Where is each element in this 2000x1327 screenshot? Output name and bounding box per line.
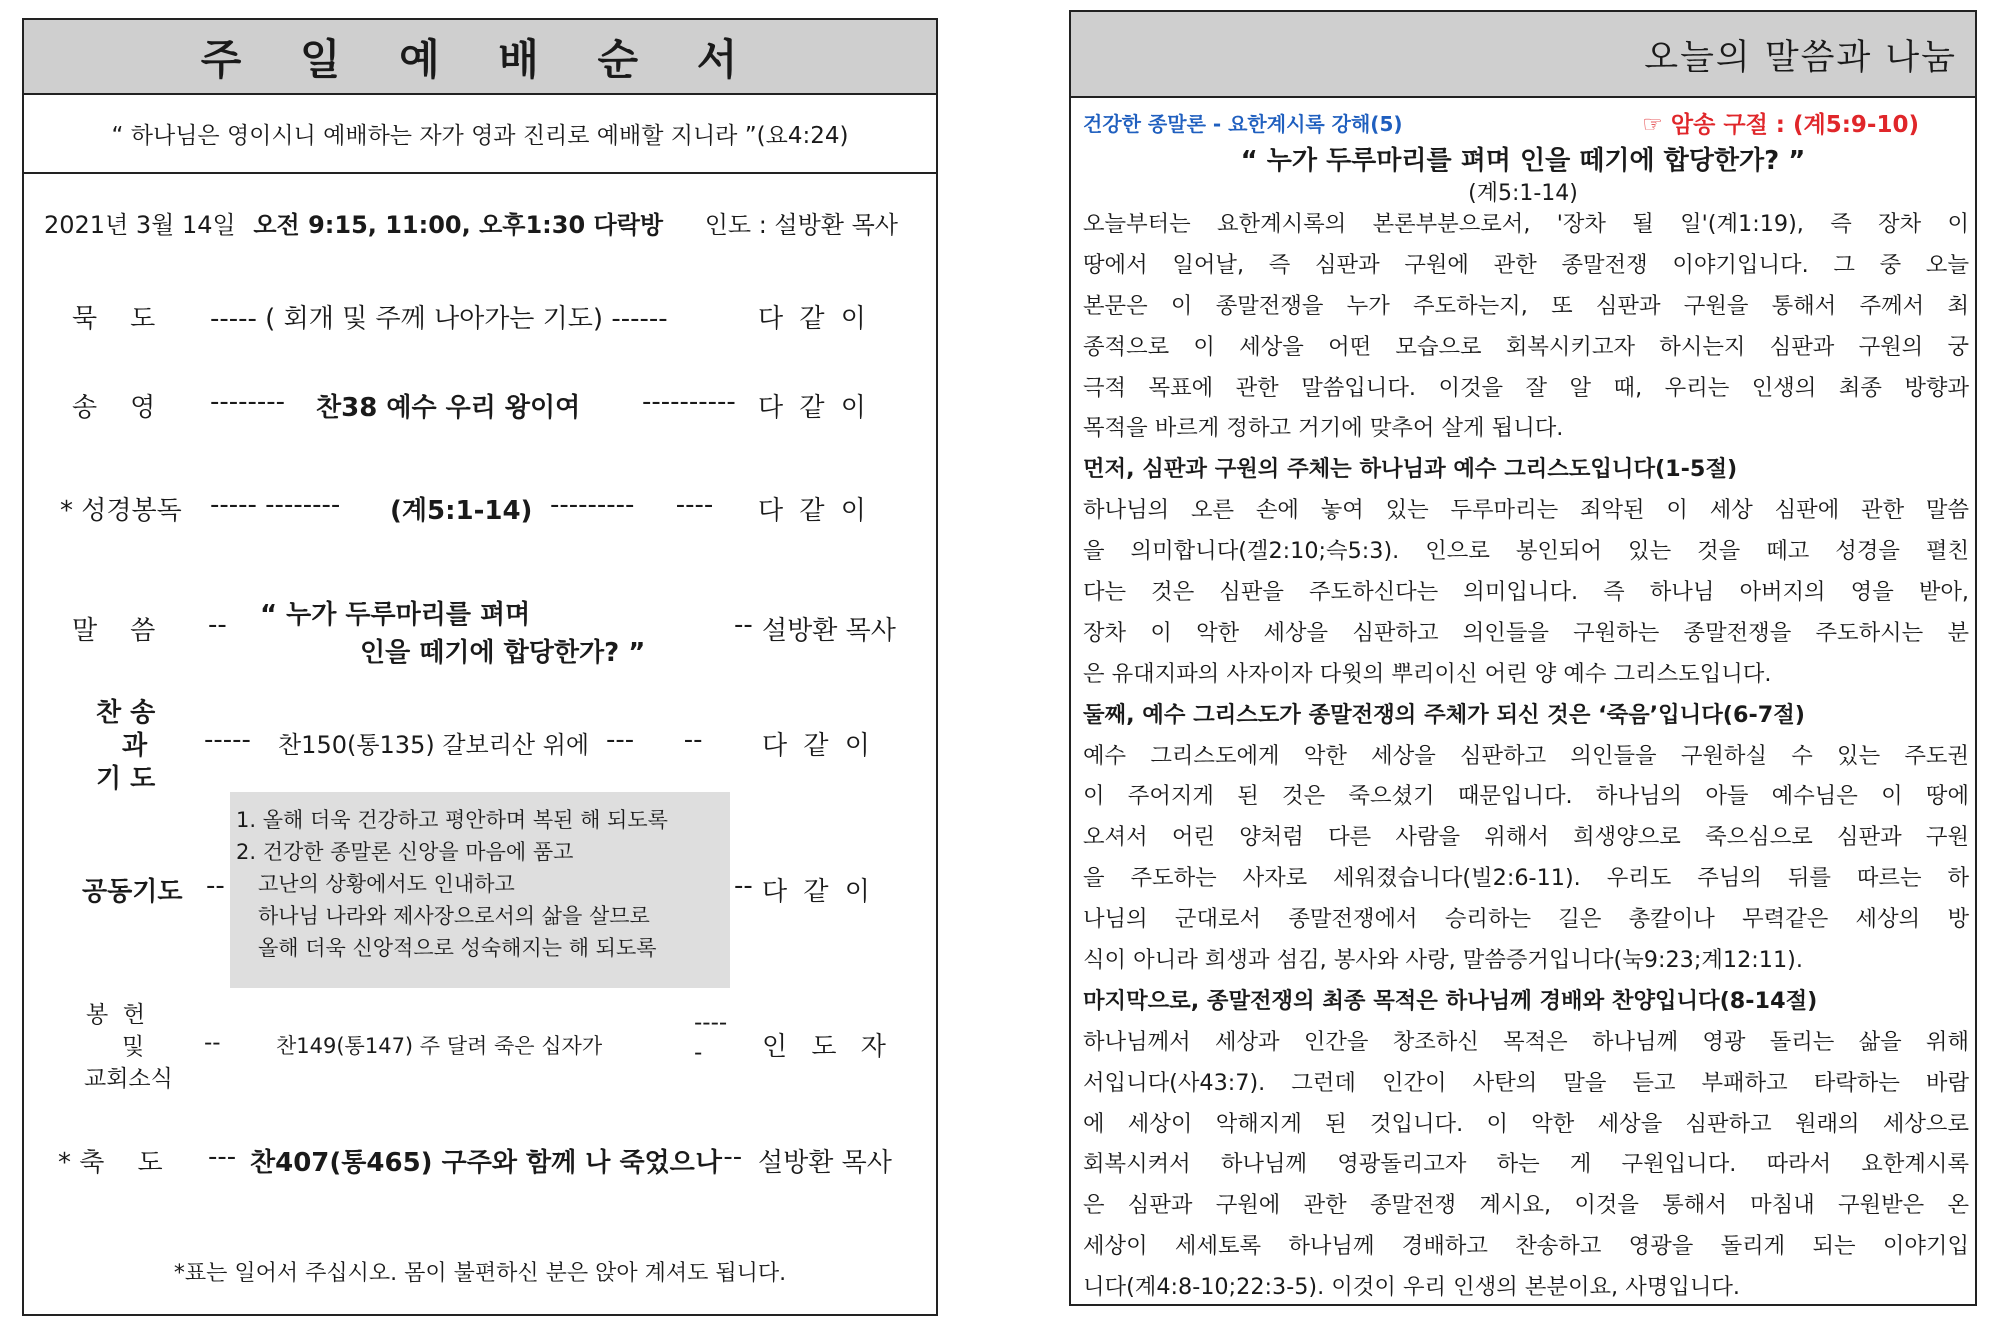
- order-dash: --- --: [606, 725, 703, 755]
- sermon-line: 하나님의 오른 손에 놓여 있는 두루마리는 죄악된 이 세상 심판에 관한 말씀: [1083, 497, 1969, 524]
- order-label: 찬 송: [96, 698, 156, 728]
- order-label: 말 씀: [72, 616, 156, 646]
- prayer-item: 1. 올해 더욱 건강하고 평안하며 복된 해 되도록: [236, 808, 668, 832]
- order-dash: ---: [714, 1142, 743, 1172]
- sermon-line: 이 주어지게 된 것은 죽으셨기 때문입니다. 하나님의 아들 예수님은 이 땅에: [1083, 783, 1969, 810]
- sermon-header-band: [1071, 12, 1975, 98]
- sermon-line: 본문은 이 종말전쟁을 누가 주도하는지, 또 심판과 구원을 통해서 주께서 최: [1083, 292, 1969, 319]
- service-times: 오전 9:15, 11:00, 오후1:30 다락방: [253, 211, 664, 239]
- standing-note: *표는 일어서 주십시오. 몸이 불편하신 분은 앉아 계셔도 됩니다.: [173, 1261, 787, 1286]
- worship-order-title: 주 일 예 배 순 서: [24, 20, 936, 95]
- sermon-line: 극적 목표에 관한 말씀입니다. 이것을 잘 알 때, 우리는 인생의 최종 방향과: [1083, 374, 1969, 401]
- prayer-item: 고난의 상황에서도 인내하고: [258, 872, 515, 896]
- prayer-item: 올해 더욱 신앙적으로 성숙해지는 해 되도록: [258, 936, 657, 960]
- order-content: 찬149(통147) 주 달려 죽은 십자가: [276, 1034, 603, 1058]
- sermon-line: 은 심판과 구원에 관한 종말전쟁 계시요, 이것을 통해서 마침내 구원받은 온: [1083, 1192, 1969, 1219]
- order-performer: 다 같 이: [758, 304, 870, 334]
- order-performer: 다 같 이: [758, 496, 870, 526]
- order-content: 찬38 예수 우리 왕이여: [316, 393, 581, 423]
- prayer-item: 하나님 나라와 제사장으로서의 삶을 살므로: [258, 904, 650, 928]
- sermon-line: 하나님께서 세상과 인간을 창조하신 목적은 하나님께 영광 돌리는 삶을 위해: [1083, 1028, 1969, 1055]
- order-label: 봉 헌: [86, 1002, 146, 1028]
- order-dash: ----- --------: [210, 490, 341, 520]
- sermon-line: 나님의 군대로서 종말전쟁에서 승리하는 길은 총칼이나 무력같은 세상의 방: [1083, 906, 1969, 933]
- order-performer: 설방환 목사: [758, 1148, 892, 1178]
- sermon-line: 다는 것은 심판을 주도하신다는 의미입니다. 즉 하나님 아버지의 영을 받아,: [1083, 579, 1969, 606]
- sermon-title-line-2: 인을 떼기에 합당한가? ”: [360, 638, 646, 668]
- theme-verse: “ 하나님은 영이시니 예배하는 자가 영과 진리로 예배할 지니라 ”(요4:24): [24, 95, 936, 174]
- sermon-point-heading: 마지막으로, 종말전쟁의 최종 목적은 하나님께 경배와 찬양입니다(8-14절): [1083, 987, 1818, 1014]
- sermon-title: “ 누가 두루마리를 펴며 인을 떼기에 합당한가? ”: [1240, 146, 1806, 176]
- sermon-body: [1083, 204, 1969, 1308]
- order-performer: 인 도 자: [762, 1032, 894, 1062]
- order-dash: -----: [204, 725, 251, 755]
- order-dash: --------- ----: [550, 490, 714, 520]
- order-content: 찬407(통465) 구주와 함께 나 죽었으니: [250, 1148, 720, 1178]
- order-dash: --: [206, 871, 225, 901]
- order-dash: --: [734, 610, 753, 640]
- order-performer: 다 같 이: [762, 731, 874, 761]
- sermon-line: 식이 아니라 희생과 섬김, 봉사와 사랑, 말씀증거입니다(눅9:23;계12:11).: [1083, 947, 1803, 974]
- order-dash: ----: [694, 1010, 728, 1036]
- order-dash: --: [734, 871, 753, 901]
- order-dash: --------: [210, 387, 286, 417]
- sermon-sharing-panel: [1069, 10, 1977, 1306]
- sermon-point-heading: 둘째, 예수 그리스도가 종말전쟁의 주체가 되신 것은 ‘죽음’입니다(6-7절): [1083, 701, 1805, 728]
- order-dash: --: [208, 610, 227, 640]
- sermon-line: 오셔서 어린 양처럼 다른 사람을 위해서 희생양으로 죽으심으로 심판과 구원: [1083, 824, 1969, 851]
- order-label: * 성경봉독: [60, 496, 182, 526]
- order-dash: -: [694, 1040, 703, 1066]
- order-label: 기 도: [96, 764, 156, 794]
- sermon-line: 을 의미합니다(겔2:10;슥5:3). 인으로 봉인되어 있는 것을 떼고 성경을 펼친: [1083, 538, 1969, 565]
- sermon-line: 니다(계4:8-10;22:3-5). 이것이 우리 인생의 본분이요, 사명입니다.: [1083, 1274, 1740, 1301]
- sermon-line: 세상이 세세토록 하나님께 경배하고 찬송하고 영광을 돌리게 되는 이야기입: [1083, 1233, 1969, 1260]
- order-content: (계5:1-14): [390, 496, 533, 526]
- service-info: [44, 205, 898, 240]
- order-label: 과: [122, 731, 148, 761]
- sermon-line: 에 세상이 악해지게 된 것입니다. 이 악한 세상을 심판하고 원래의 세상으로: [1083, 1110, 1969, 1137]
- sermon-section-title: 오늘의 말씀과 나눔: [1644, 38, 1957, 78]
- memory-verse: ☞ 암송 구절 : (계5:9-10): [1642, 112, 1919, 138]
- worship-order-panel: [22, 18, 938, 1316]
- service-leader: 인도 : 설방환 목사: [704, 211, 898, 239]
- order-dash: ---: [208, 1142, 237, 1172]
- service-date: 2021년 3월 14일: [44, 211, 236, 239]
- sermon-line: 목적을 바르게 정하고 거기에 맞추어 살게 됩니다.: [1083, 415, 1564, 442]
- order-performer: 다 같 이: [758, 393, 870, 423]
- order-label: 공동기도: [82, 877, 183, 907]
- sermon-line: 서입니다(사43:7). 그런데 인간이 사탄의 말을 듣고 부패하고 타락하는 바람: [1083, 1069, 1969, 1096]
- order-label: 교회소식: [84, 1066, 173, 1092]
- sermon-reference: (계5:1-14): [1468, 181, 1578, 206]
- sermon-line: 은 유대지파의 사자이자 다윗의 뿌리이신 어린 양 예수 그리스도입니다.: [1083, 660, 1772, 687]
- order-content: 찬150(통135) 갈보리산 위에: [278, 731, 590, 759]
- joint-prayer-box: [230, 792, 730, 988]
- order-label: * 축 도: [58, 1148, 163, 1178]
- order-label: 묵 도: [72, 304, 156, 334]
- sermon-point-heading: 먼저, 심판과 구원의 주체는 하나님과 예수 그리스도입니다(1-5절): [1083, 456, 1738, 483]
- sermon-line: 오늘부터는 요한계시록의 본론부분으로서, '장차 될 일'(계1:19), 즉 장차 이: [1083, 211, 1969, 237]
- series-title: 건강한 종말론 - 요한계시록 강해(5): [1083, 112, 1403, 136]
- order-performer: 설방환 목사: [762, 616, 896, 646]
- order-performer: 다 같 이: [762, 877, 874, 907]
- order-label: 및: [122, 1034, 145, 1060]
- sermon-line: 을 주도하는 사자로 세워졌습니다(빌2:6-11). 우리도 주님의 뒤를 따르는 하: [1083, 865, 1969, 892]
- order-content: ----- ( 회개 및 주께 나아가는 기도) ------: [210, 304, 668, 334]
- sermon-title-line-1: “ 누가 두루마리를 펴며: [260, 600, 531, 630]
- sermon-line: 회복시켜서 하나님께 영광돌리고자 하는 게 구원입니다. 따라서 요한계시록: [1083, 1151, 1969, 1178]
- order-label: 송 영: [72, 393, 156, 423]
- sermon-line: 땅에서 일어날, 즉 심판과 구원에 관한 종말전쟁 이야기입니다. 그 중 오늘: [1083, 251, 1969, 278]
- sermon-line: 종적으로 이 세상을 어떤 모습으로 회복시키고자 하시는지 심판과 구원의 궁: [1083, 333, 1969, 360]
- sermon-line: 예수 그리스도에게 악한 세상을 심판하고 의인들을 구원하실 수 있는 주도권: [1083, 742, 1969, 769]
- order-dash: --: [204, 1030, 221, 1056]
- order-dash: ----------: [642, 387, 736, 417]
- prayer-item: 2. 건강한 종말론 신앙을 마음에 품고: [236, 840, 574, 864]
- sermon-line: 장차 이 악한 세상을 심판하고 의인들을 구원하는 종말전쟁을 주도하시는 분: [1083, 619, 1969, 646]
